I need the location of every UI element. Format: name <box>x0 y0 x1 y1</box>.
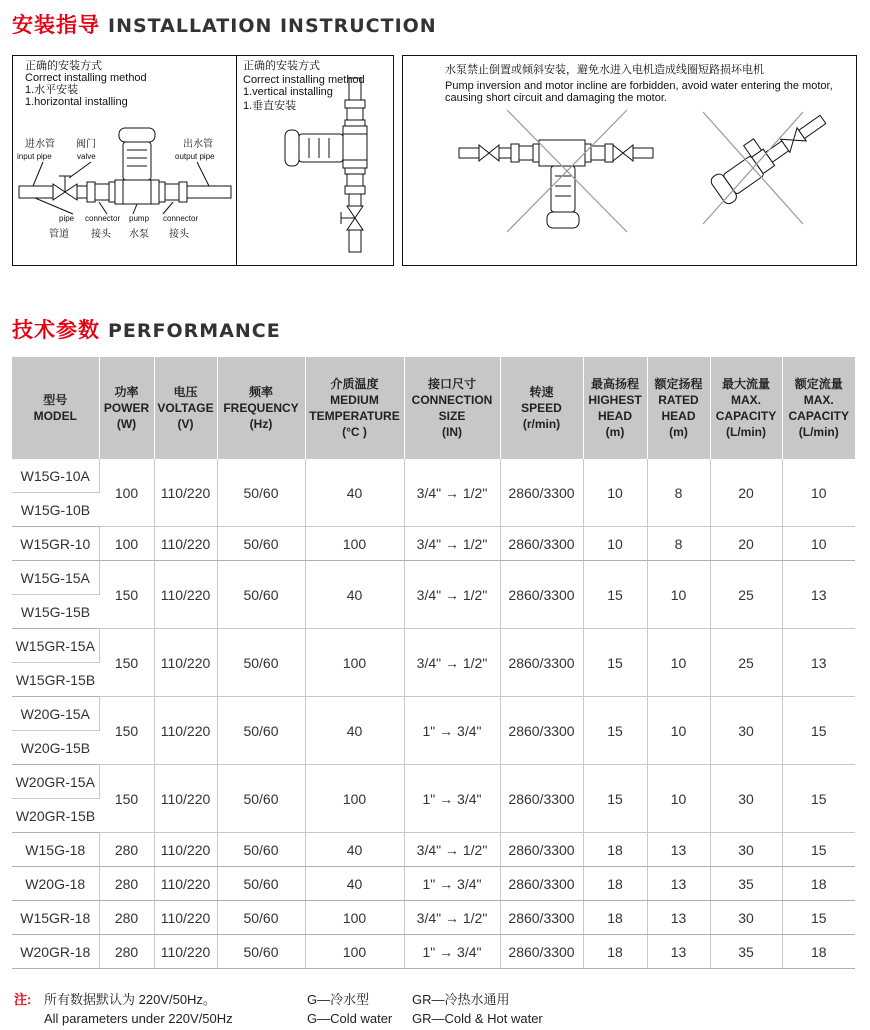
value-cell: 50/60 <box>217 561 305 629</box>
value-cell: 150 <box>99 561 154 629</box>
value-cell: 50/60 <box>217 697 305 765</box>
model-cell: W20GR-15B <box>12 799 99 833</box>
value-cell: 110/220 <box>154 867 217 901</box>
value-cell: 100 <box>305 935 404 969</box>
value-cell: 10 <box>647 697 710 765</box>
column-header-line: 接口尺寸 <box>427 377 476 391</box>
value-cell: 2860/3300 <box>500 935 583 969</box>
value-cell: 8 <box>647 527 710 561</box>
column-header-line: 频率 <box>248 385 273 399</box>
p2-line-2: Correct installing method <box>243 74 365 86</box>
value-cell: 2860/3300 <box>500 765 583 833</box>
table-row <box>12 765 855 799</box>
table-body <box>12 459 855 969</box>
value-cell: 15 <box>782 833 855 867</box>
value-cell: 100 <box>99 527 154 561</box>
value-cell: 1" → 3/4" <box>404 867 500 901</box>
value-cell: 15 <box>583 697 647 765</box>
value-cell: 13 <box>782 561 855 629</box>
notes-label-block <box>14 990 31 1009</box>
value-cell: 13 <box>647 935 710 969</box>
connector2-label-en: connector <box>163 214 199 223</box>
model-cell: W15G-15A <box>12 561 99 595</box>
p2-line-3: 1.vertical installing <box>243 86 333 98</box>
model-cell: W20G-15B <box>12 731 99 765</box>
column-header <box>12 357 99 459</box>
value-cell: 110/220 <box>154 561 217 629</box>
value-cell: 10 <box>647 629 710 697</box>
value-cell: 50/60 <box>217 629 305 697</box>
p1-line-3: 1.水平安装 <box>25 84 79 96</box>
value-cell: 40 <box>305 697 404 765</box>
column-header-line: MAX. <box>803 393 834 407</box>
column-header-line: POWER <box>103 401 150 415</box>
performance-title-en: PERFORMANCE <box>108 320 281 342</box>
value-cell: 110/220 <box>154 765 217 833</box>
connector1-label-en: connector <box>85 214 121 223</box>
value-cell: 40 <box>305 459 404 527</box>
value-cell: 13 <box>782 629 855 697</box>
value-cell: 3/4" → 1/2" <box>404 833 500 867</box>
table-row <box>12 527 855 561</box>
notes-voltage-en: All parameters under 220V/50Hz <box>44 1011 233 1026</box>
column-header-line: (°C ) <box>342 425 367 439</box>
value-cell: 40 <box>305 561 404 629</box>
column-header <box>217 357 305 459</box>
table-row <box>12 867 855 901</box>
value-cell: 150 <box>99 697 154 765</box>
column-header-line: 介质温度 <box>330 377 379 391</box>
installation-title-en: INSTALLATION INSTRUCTION <box>108 15 437 37</box>
performance-title-cn: 技术参数 <box>12 318 100 342</box>
value-cell: 50/60 <box>217 765 305 833</box>
table-row <box>12 561 855 595</box>
notes-gr-block <box>412 990 543 1028</box>
value-cell: 15 <box>782 697 855 765</box>
value-cell: 100 <box>305 527 404 561</box>
column-header-line: SIZE <box>438 409 466 423</box>
value-cell: 15 <box>583 629 647 697</box>
inlet-label-cn: 进水管 <box>25 139 55 150</box>
model-cell: W15G-10B <box>12 493 99 527</box>
value-cell: 18 <box>782 867 855 901</box>
value-cell: 18 <box>583 833 647 867</box>
value-cell: 110/220 <box>154 629 217 697</box>
value-cell: 3/4" → 1/2" <box>404 527 500 561</box>
pump-label-en: pump <box>129 214 150 223</box>
table-row <box>12 697 855 731</box>
vertical-install-panel <box>236 55 394 266</box>
value-cell: 10 <box>583 459 647 527</box>
model-cell: W15G-15B <box>12 595 99 629</box>
value-cell: 40 <box>305 833 404 867</box>
column-header <box>99 357 154 459</box>
value-cell: 2860/3300 <box>500 629 583 697</box>
value-cell: 2860/3300 <box>500 527 583 561</box>
performance-table <box>12 357 855 969</box>
column-header-line: 转速 <box>529 385 554 399</box>
pipe-label-cn: 管道 <box>49 229 69 240</box>
model-cell: W20G-18 <box>12 867 99 901</box>
value-cell: 25 <box>710 561 782 629</box>
column-header-line: FREQUENCY <box>223 401 299 415</box>
model-cell: W20GR-18 <box>12 935 99 969</box>
p1-line-2: Correct installing method <box>25 72 147 84</box>
value-cell: 280 <box>99 867 154 901</box>
value-cell: 18 <box>583 935 647 969</box>
notes-g-en: G—Cold water <box>307 1011 393 1026</box>
value-cell: 13 <box>647 833 710 867</box>
value-cell: 3/4" → 1/2" <box>404 629 500 697</box>
value-cell: 15 <box>782 901 855 935</box>
outlet-label-cn: 出水管 <box>183 139 213 150</box>
value-cell: 13 <box>647 901 710 935</box>
table-row <box>12 901 855 935</box>
column-header-line: 电压 <box>173 385 198 399</box>
column-header-line: HEAD <box>661 409 696 423</box>
column-header-line: CONNECTION <box>411 393 493 407</box>
value-cell: 18 <box>782 935 855 969</box>
value-cell: 3/4" → 1/2" <box>404 561 500 629</box>
model-cell: W15GR-18 <box>12 901 99 935</box>
value-cell: 50/60 <box>217 833 305 867</box>
notes-label: 注: <box>14 992 32 1007</box>
column-header-line: MAX. <box>731 393 761 407</box>
value-cell: 2860/3300 <box>500 561 583 629</box>
value-cell: 15 <box>782 765 855 833</box>
forbidden-install-panel <box>402 55 857 266</box>
value-cell: 3/4" → 1/2" <box>404 459 500 527</box>
column-header-line: CAPACITY <box>788 409 849 423</box>
column-header-line: MEDIUM <box>330 393 379 407</box>
column-header-line: (V) <box>177 417 194 431</box>
value-cell: 50/60 <box>217 867 305 901</box>
performance-section-title <box>12 314 281 344</box>
p3-line-2: Pump inversion and motor incline are forbidden, avoid water entering the motor, <box>445 80 833 92</box>
table-row <box>12 629 855 663</box>
valve-label-en: valve <box>77 152 96 161</box>
horizontal-install-panel <box>12 55 238 266</box>
value-cell: 50/60 <box>217 901 305 935</box>
value-cell: 15 <box>583 765 647 833</box>
connector2-label-cn: 接头 <box>169 229 189 240</box>
value-cell: 50/60 <box>217 459 305 527</box>
model-cell: W15GR-15A <box>12 629 99 663</box>
value-cell: 10 <box>782 459 855 527</box>
value-cell: 25 <box>710 629 782 697</box>
column-header <box>710 357 782 459</box>
column-header-line: (r/min) <box>522 417 561 431</box>
column-header-line: (m) <box>605 425 625 439</box>
value-cell: 280 <box>99 833 154 867</box>
value-cell: 30 <box>710 697 782 765</box>
column-header-line: (W) <box>116 417 137 431</box>
column-header-line: SPEED <box>521 401 562 415</box>
value-cell: 15 <box>583 561 647 629</box>
valve-label-cn: 阀门 <box>76 139 96 150</box>
model-cell: W15G-18 <box>12 833 99 867</box>
value-cell: 110/220 <box>154 697 217 765</box>
model-cell: W15G-10A <box>12 459 99 493</box>
value-cell: 20 <box>710 527 782 561</box>
value-cell: 30 <box>710 833 782 867</box>
column-header <box>782 357 855 459</box>
value-cell: 30 <box>710 765 782 833</box>
value-cell: 150 <box>99 629 154 697</box>
value-cell: 30 <box>710 901 782 935</box>
column-header-line: MODEL <box>33 409 77 423</box>
p2-line-4: 1.垂直安装 <box>243 100 297 112</box>
value-cell: 1" → 3/4" <box>404 697 500 765</box>
column-header-line: (L/min) <box>798 425 839 439</box>
notes-g-block <box>307 990 392 1028</box>
model-cell: W15GR-15B <box>12 663 99 697</box>
value-cell: 50/60 <box>217 527 305 561</box>
value-cell: 10 <box>782 527 855 561</box>
column-header-line: CAPACITY <box>715 409 777 423</box>
value-cell: 110/220 <box>154 459 217 527</box>
table-row <box>12 935 855 969</box>
inlet-label-en: input pipe <box>17 152 52 161</box>
p2-line-1: 正确的安装方式 <box>243 60 320 72</box>
value-cell: 18 <box>583 901 647 935</box>
connector1-label-cn: 接头 <box>91 229 111 240</box>
column-header-line: HEAD <box>597 409 632 423</box>
model-cell: W20GR-15A <box>12 765 99 799</box>
value-cell: 10 <box>647 561 710 629</box>
notes-gr-en: GR—Cold & Hot water <box>412 1011 543 1026</box>
value-cell: 1" → 3/4" <box>404 765 500 833</box>
installation-section-title <box>12 9 437 39</box>
value-cell: 20 <box>710 459 782 527</box>
value-cell: 50/60 <box>217 935 305 969</box>
column-header <box>500 357 583 459</box>
value-cell: 3/4" → 1/2" <box>404 901 500 935</box>
installation-title-cn: 安装指导 <box>12 13 100 37</box>
value-cell: 100 <box>305 765 404 833</box>
column-header-line: HIGHEST <box>588 393 642 407</box>
value-cell: 280 <box>99 901 154 935</box>
column-header <box>583 357 647 459</box>
column-header <box>647 357 710 459</box>
value-cell: 2860/3300 <box>500 697 583 765</box>
notes-voltage-cn: 所有数据默认为 220V/50Hz。 <box>44 992 216 1007</box>
notes-g-cn: G—冷水型 <box>307 992 370 1007</box>
column-header-line: 最高扬程 <box>590 377 639 391</box>
value-cell: 100 <box>305 901 404 935</box>
value-cell: 150 <box>99 765 154 833</box>
value-cell: 10 <box>647 765 710 833</box>
value-cell: 35 <box>710 867 782 901</box>
notes-gr-cn: GR—冷热水通用 <box>412 992 510 1007</box>
value-cell: 2860/3300 <box>500 459 583 527</box>
model-cell: W20G-15A <box>12 697 99 731</box>
p1-line-1: 正确的安装方式 <box>25 60 102 72</box>
value-cell: 100 <box>305 629 404 697</box>
value-cell: 110/220 <box>154 833 217 867</box>
column-header-line: 功率 <box>114 385 139 399</box>
column-header-line: VOLTAGE <box>157 401 214 415</box>
column-header-line: RATED <box>658 393 699 407</box>
table-row <box>12 833 855 867</box>
column-header-line: TEMPERATURE <box>309 409 400 423</box>
value-cell: 280 <box>99 935 154 969</box>
table-row <box>12 459 855 493</box>
column-header <box>404 357 500 459</box>
value-cell: 110/220 <box>154 935 217 969</box>
value-cell: 100 <box>99 459 154 527</box>
column-header-line: 型号 <box>43 393 68 407</box>
value-cell: 110/220 <box>154 901 217 935</box>
table-header-row <box>12 357 855 459</box>
column-header-line: (m) <box>669 425 688 439</box>
column-header-line: (IN) <box>442 425 462 439</box>
value-cell: 2860/3300 <box>500 867 583 901</box>
column-header-line: (Hz) <box>249 417 273 431</box>
p1-line-4: 1.horizontal installing <box>25 96 128 108</box>
p3-line-3: causing short circuit and damaging the motor. <box>445 92 667 104</box>
pipe-label-en: pipe <box>59 214 75 223</box>
value-cell: 35 <box>710 935 782 969</box>
value-cell: 110/220 <box>154 527 217 561</box>
column-header-line: 额定流量 <box>794 377 843 391</box>
column-header-line: 最大流量 <box>721 377 770 391</box>
notes-voltage-block <box>44 990 233 1028</box>
outlet-label-en: output pipe <box>175 152 215 161</box>
column-header <box>154 357 217 459</box>
pump-label-cn: 水泵 <box>129 229 149 240</box>
value-cell: 1" → 3/4" <box>404 935 500 969</box>
value-cell: 2860/3300 <box>500 901 583 935</box>
value-cell: 18 <box>583 867 647 901</box>
value-cell: 40 <box>305 867 404 901</box>
p3-line-1: 水泵禁止倒置或倾斜安装，避免水进入电机造成线圈短路损坏电机 <box>445 64 764 76</box>
column-header <box>305 357 404 459</box>
value-cell: 2860/3300 <box>500 833 583 867</box>
column-header-line: 额定扬程 <box>654 377 703 391</box>
model-cell: W15GR-10 <box>12 527 99 561</box>
value-cell: 10 <box>583 527 647 561</box>
column-header-line: (L/min) <box>726 425 766 439</box>
value-cell: 8 <box>647 459 710 527</box>
value-cell: 13 <box>647 867 710 901</box>
